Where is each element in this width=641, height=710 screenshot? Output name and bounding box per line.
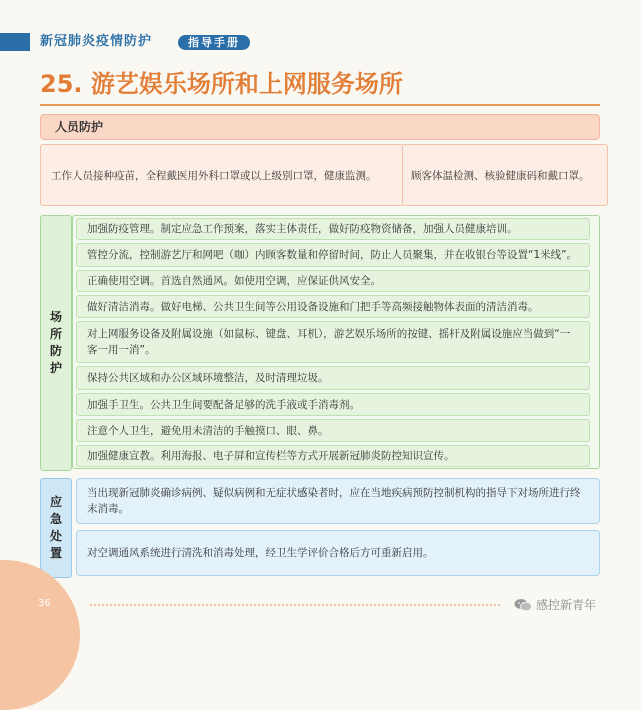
venue-item: 加强健康宣教。利用海报、电子屏和宣传栏等方式开展新冠肺炎防控知识宣传。 (76, 445, 590, 467)
venue-item: 加强防疫管理。制定应急工作预案，落实主体责任，做好防疫物资储备，加强人员健康培训。 (76, 218, 590, 240)
header-accent-bar (0, 33, 30, 51)
venue-item: 做好清洁消毒。做好电梯、公共卫生间等公用设备设施和门把手等高频接触物体表面的清洁消毒。 (76, 295, 590, 318)
personnel-item: 顾客体温检测、核验健康码和戴口罩。 (402, 144, 608, 206)
venue-item: 注意个人卫生，避免用未清洁的手触摸口、眼、鼻。 (76, 419, 590, 442)
page-title: 25. 游艺娱乐场所和上网服务场所 (40, 70, 403, 98)
venue-item: 正确使用空调。首选自然通风。如使用空调，应保证供风安全。 (76, 270, 590, 292)
emergency-item: 当出现新冠肺炎确诊病例、疑似病例和无症状感染者时，应在当地疾病预防控制机构的指导下对场所进行终末消毒。 (76, 478, 600, 524)
footer-circle-decoration (0, 560, 80, 710)
watermark: 感控新青年 (536, 598, 597, 612)
title-divider (40, 104, 600, 106)
venue-item: 管控分流，控制游艺厅和网吧（咖）内顾客数量和停留时间，防止人员聚集，并在收银台等设置“1米线”。 (76, 243, 590, 267)
personnel-item: 工作人员接种疫苗，全程戴医用外科口罩或以上级别口罩，健康监测。 (40, 144, 404, 206)
header-title: 新冠肺炎疫情防护 (40, 34, 153, 49)
personnel-heading (40, 114, 600, 140)
venue-item: 对上网服务设备及附属设施（如鼠标、键盘、耳机），游艺娱乐场所的按键、摇杆及附属设施应当做到“一客一用一消”。 (76, 321, 590, 363)
footer-dotted-line (90, 604, 500, 606)
venue-label (40, 215, 72, 471)
wechat-icon (514, 598, 532, 612)
emergency-label (40, 478, 72, 578)
venue-item: 保持公共区域和办公区域环境整洁，及时清理垃圾。 (76, 366, 590, 390)
venue-item: 加强手卫生。公共卫生间要配备足够的洗手液或手消毒剂。 (76, 393, 590, 416)
venue-label-text: 场所防护 (49, 310, 62, 375)
emergency-item: 对空调通风系统进行清洗和消毒处理，经卫生学评价合格后方可重新启用。 (76, 530, 600, 576)
emergency-label-text: 应急处置 (49, 495, 62, 560)
page-number: 36 (38, 598, 51, 609)
personnel-heading-label: 人员防护 (55, 120, 104, 134)
header-badge: 指导手册 (178, 35, 250, 50)
